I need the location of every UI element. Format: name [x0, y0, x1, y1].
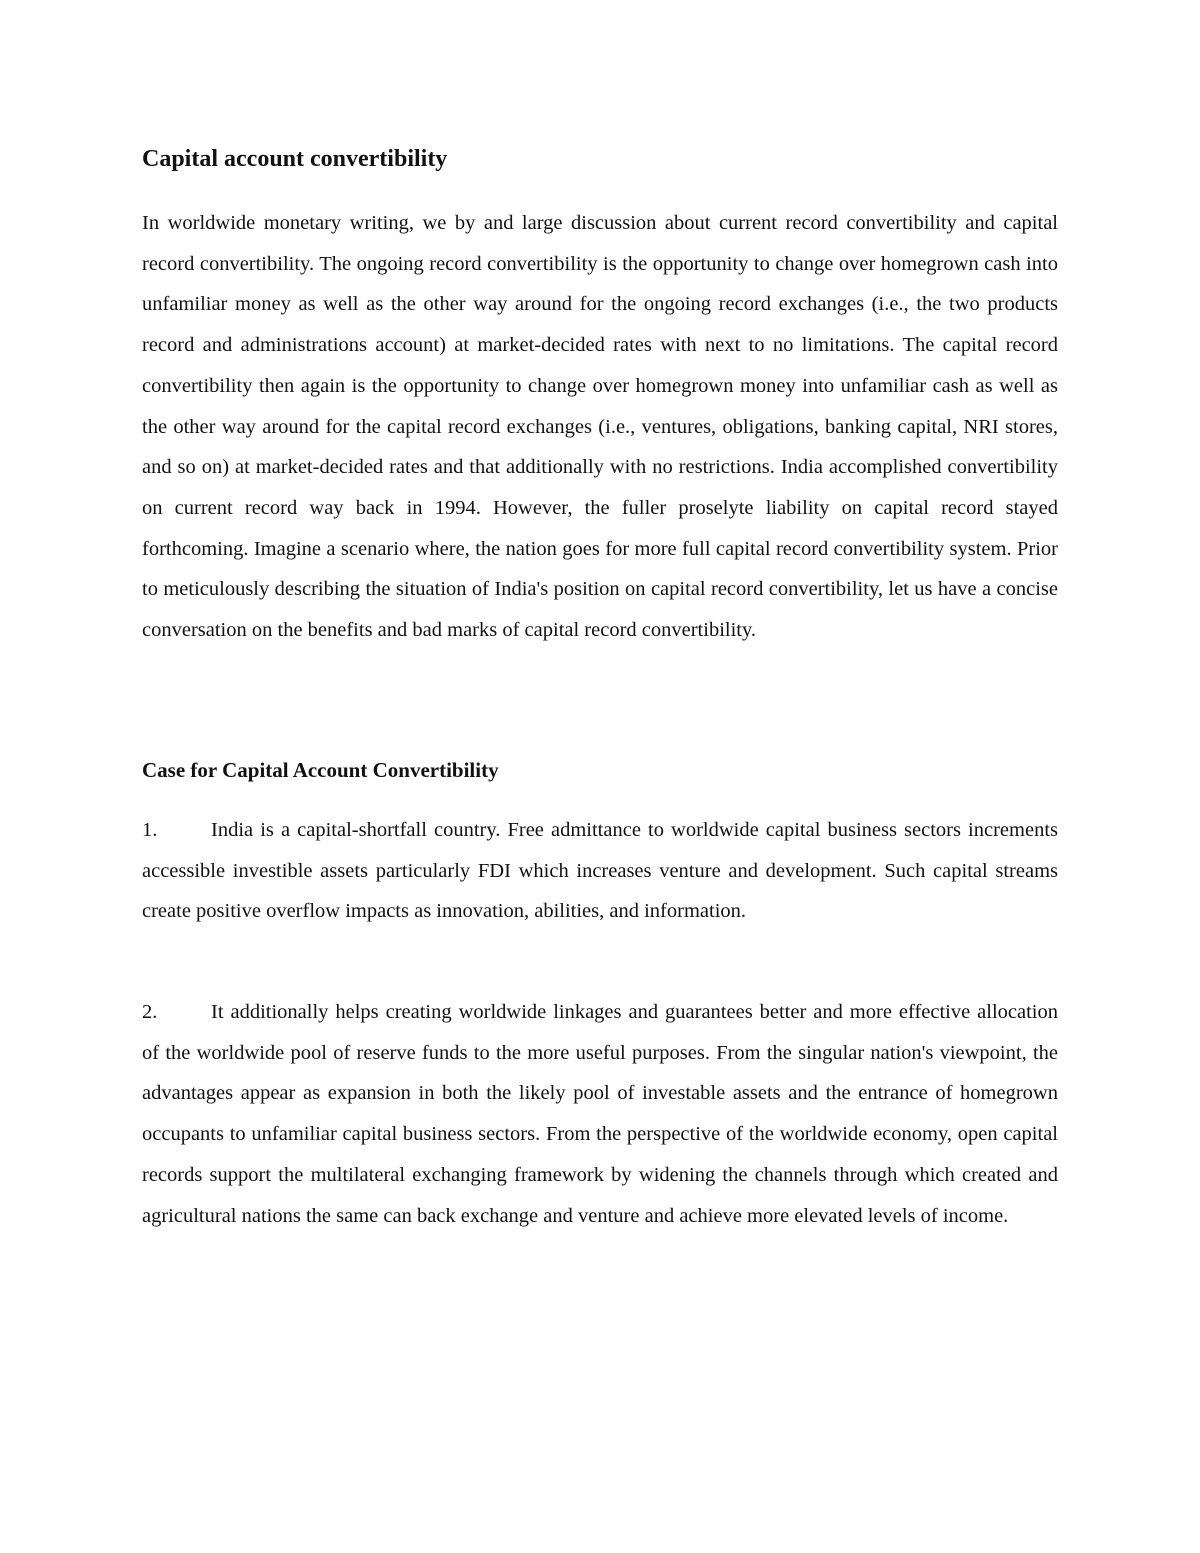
list-item-number: 2. — [142, 1001, 158, 1023]
section-heading: Case for Capital Account Convertibility — [142, 758, 499, 782]
document-title: Capital account convertibility — [142, 146, 448, 172]
list-item-text: India is a capital-shortfall country. Free admittance to worldwide capital business sectors increments accessible investible assets particularly FDI which increases venture and development. Such capital streams create positive overflow impacts as innovation, abilities, and information. — [142, 819, 1058, 923]
list-item-text: It additionally helps creating worldwide linkages and guarantees better and more effective allocation of the worldwide pool of reserve funds to the more useful purposes. From the singular nation's viewpoint, the advantages appear as expansion in both the likely pool of investable assets and the entrance of homegrown occupants to unfamiliar capital business sectors. From the perspective of the worldwide economy, open capital records support the multilateral exchanging framework by widening the channels through which created and agricultural nations the same can back exchange and venture and achieve more elevated levels of income. — [142, 1001, 1058, 1227]
intro-paragraph: In worldwide monetary writing, we by and large discussion about current record convertibility and capital record convertibility. The ongoing record convertibility is the opportunity to change over homegrown cash into unfamiliar money as well as the other way around for the ongoing record exchanges (i.e., the two products record and administrations account) at market-decided rates with next to no limitations. The capital record convertibility then again is the opportunity to change over homegrown money into unfamiliar cash as well as the other way around for the capital record exchanges (i.e., ventures, obligations, banking capital, NRI stores, and so on) at market-decided rates and that additionally with no restrictions. India accomplished convertibility on current record way back in 1994. However, the fuller proselyte liability on capital record stayed forthcoming. Imagine a scenario where, the nation goes for more full capital record convertibility system. Prior to meticulously describing the situation of India's position on capital record convertibility, let us have a concise conversation on the benefits and bad marks of capital record convertibility. — [142, 212, 1058, 642]
list-item — [142, 810, 1058, 932]
list-item — [142, 992, 1058, 1236]
list-item-number: 1. — [142, 819, 158, 841]
